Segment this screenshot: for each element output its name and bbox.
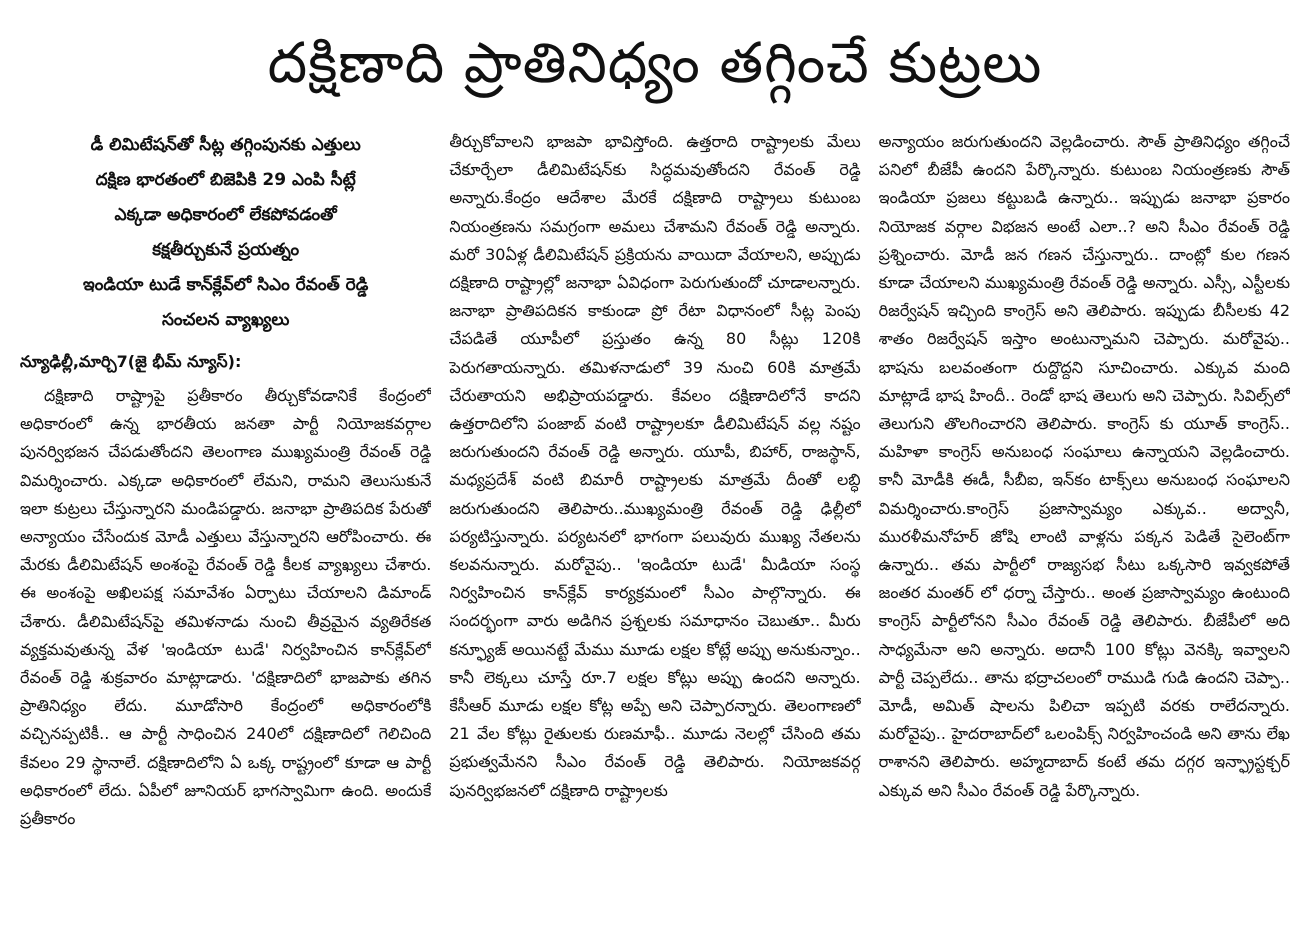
- dateline: న్యూఢిల్లీ,మార్చి7(జై భీమ్ న్యూస్):: [20, 352, 242, 371]
- subhead-3: ఎక్కడా అధికారంలో లేకపోవడంతో: [114, 205, 337, 225]
- article-columns: [20, 128, 1290, 918]
- column-3: [879, 128, 1290, 918]
- subheads: [20, 128, 431, 338]
- column-1-text: దక్షిణాది రాష్ట్రాపై ప్రతీకారం తీర్చుకోవడానికే కేంద్రంలో అధికారంలో ఉన్న భారతీయ జనతా పార్టీ నియోజకవర్గాల పునర్విభజన చేపడుతోందని తెలంగాణ ముఖ్యమంత్రి రేవంత్ రెడ్డి విమర్శించారు. ఎక్కడా అధికారంలో లేమని, రామని తెలుసుకునే ఇలా కుట్రలు చేస్తున్నారని మండిపడ్డారు. జనాభా ప్రాతిపదిక పేరుతో అన్యాయం చేసేందుక మోడీ ఎత్తులు వేస్తున్నారని ఆరోపించారు. ఈ మేరకు డీలిమిటేషన్ అంశంపై రేవంత్ రెడ్డి కీలక వ్యాఖ్యలు చేశారు. ఈ అంశంపై అఖిలపక్ష సమావేశం ఏర్పాటు చేయాలని డిమాండ్ చేశారు. డీలిమిటేషన్‌పై తమిళనాడు నుంచి తీవ్రమైన వ్యతిరేకత వ్యక్తమవుతున్న వేళ 'ఇండియా టుడే' నిర్వహించిన కాన్‌క్లేవ్‌లో రేవంత్ రెడ్డి శుక్రవారం మాట్లాడారు. 'దక్షిణాదిలో భాజపాకు తగిన ప్రాతినిధ్యం లేదు. మూడోసారి కేంద్రంలో అధికారంలోకి వచ్చినప్పటికీ.. ఆ పార్టీ సాధించిన 240లో దక్షిణాదిలో గెలిచింది కేవలం 29 స్థానాలే. దక్షిణాదిలోని ఏ ఒక్క రాష్ట్రంలో కూడా ఆ పార్టీ అధికారంలో లేదు. ఏపీలో జూనియర్ భాగస్వామిగా ఉంది. అందుకే ప్రతీకారం: [20, 386, 432, 829]
- column-2-text: తీర్చుకోవాలని భాజపా భావిస్తోంది. ఉత్తరాది రాష్ట్రాలకు మేలు చేకూర్చేలా డీలిమిటేషన్‌కు సిద్ధమవుతోందని రేవంత్ రెడ్డి అన్నారు.కేంద్రం ఆదేశాల మేరకే దక్షిణాది రాష్ట్రాలు కుటుంబ నియంత్రణను సమగ్రంగా అమలు చేశామని రేవంత్ రెడ్డి అన్నారు. మరో 30ఏళ్ల డీలిమిటేషన్ ప్రక్రియను వాయిదా వేయాలని, అప్పుడు దక్షిణాది రాష్ట్రాల్లో జనాభా ఏవిధంగా పెరుగుతుందో చూడాలన్నారు. జనాభా ప్రాతిపదికన కాకుండా ప్రో రేటా విధానంలో సీట్ల పెంపు చేపడితే యూపీలో ప్రస్తుతం ఉన్న 80 సీట్లు 120కి పెరుగతాయన్నారు. తమిళనాడులో 39 నుంచి 60కి మాత్రమే చేరుతాయని అభిప్రాయపడ్డారు. కేవలం దక్షిణాదిలోనే కాదని ఉత్తరాదిలోని పంజాబ్ వంటి రాష్ట్రాలకూ డీలిమిటేషన్ వల్ల నష్టం జరుగుతుందని రేవంత్ రెడ్డి అన్నారు. యూపీ, బిహార్, రాజస్థాన్, మధ్యప్రదేశ్ వంటి బిమారీ రాష్ట్రాలకు మాత్రమే దీంతో లబ్ధి జరుగుతుందని తెలిపారు..ముఖ్యమంత్రి రేవంత్ రెడ్డి ఢిల్లీలో పర్యటిస్తున్నారు. పర్యటనలో భాగంగా పలువురు ముఖ్య నేతలను కలవనున్నారు. మరోవైపు.. 'ఇండియా టుడే' మీడియా సంస్థ నిర్వహించిన కాన్‌క్లేవ్ కార్యక్రమంలో సీఎం పాల్గొన్నారు. ఈ సందర్భంగా వారు అడిగిన ప్రశ్నలకు సమాధానం చెబుతూ.. మీరు కన్ఫ్యూజ్ అయినట్టే మేము మూడు లక్షల కోట్లే అప్పు అనుకున్నాం.. కానీ లెక్కలు చూస్తే రూ.7 లక్షల కోట్లు అప్పు ఉందని అన్నారు. కేసీఆర్ మూడు లక్షల కోట్ల అప్పే అని చెప్పారన్నారు. తెలంగాణలో 21 వేల కోట్లు రైతులకు రుణమాఫీ.. మూడు నెలల్లో చేసింది తమ ప్రభుత్వమేనని సీఎం రేవంత్ రెడ్డి తెలిపారు. నియోజకవర్గ పునర్విభజనలో దక్షిణాది రాష్ట్రాలకు: [449, 132, 861, 800]
- subhead-2: దక్షిణ భారతంలో బిజెపికి 29 ఎంపి సీట్లే: [95, 170, 356, 190]
- column-2: [449, 128, 860, 918]
- subhead-6: సంచలన వ్యాఖ్యలు: [161, 310, 290, 330]
- headline: దక్షిణాది ప్రాతినిధ్యం తగ్గించే కుట్రలు: [267, 31, 1043, 97]
- column-1: [20, 128, 431, 918]
- column-3-text: అన్యాయం జరుగుతుందని వెల్లడించారు. సౌత్ ప్రాతినిధ్యం తగ్గించే పనిలో బీజేపీ ఉందని పేర్కొన్నారు. కుటుంబ నియంత్రణకు సౌత్ ఇండియా ప్రజలు కట్టుబడి ఉన్నారు.. ఇప్పుడు జనాభా ప్రకారం నియోజక వర్గాల విభజన అంటే ఎలా..? అని సీఎం రేవంత్ రెడ్డి ప్రశ్నించారు. మోడీ జన గణన చేస్తున్నారు.. దాంట్లో కుల గణన కూడా చేయాలని ముఖ్యమంత్రి రేవంత్ రెడ్డి అన్నారు. ఎస్సీ, ఎస్టీలకు రిజర్వేషన్ ఇచ్చింది కాంగ్రెస్ అని తెలిపారు. ఇప్పుడు బీసీలకు 42 శాతం రిజర్వేషన్ ఇస్తాం అంటున్నామని చెప్పారు. మరోవైపు.. భాషను బలవంతంగా రుద్దొద్దని సూచించారు. ఎక్కువ మంది మాట్లాడే భాష హిందీ.. రెండో భాష తెలుగు అని చెప్పారు. సివిల్స్‌లో తెలుగుని తొలగించారని తెలిపారు. కాంగ్రెస్ కు యూత్ కాంగ్రెస్.. మహిళా కాంగ్రెస్ అనుబంధ సంఘాలు ఉన్నాయని వెల్లడించారు. కానీ మోడీకి ఈడీ, సీబీఐ, ఇన్‌కం టాక్స్‌లు అనుబంధ సంఘాలని విమర్శించారు.కాంగ్రెస్ ప్రజాస్వామ్యం ఎక్కువ.. అద్వానీ, మురళీమనోహర్ జోషి లాంటి వాళ్లను పక్కన పెడితే సైలెంట్‌గా ఉన్నారు.. తమ పార్టీలో రాజ్యసభ సీటు ఒక్కసారి ఇవ్వకపోతే జంతర మంతర్ లో ధర్నా చేస్తారు.. అంత ప్రజాస్వామ్యం ఉంటుంది కాంగ్రెస్ పార్టీలోనని సీఎం రేవంత్ రెడ్డి తెలిపారు. బీజేపీలో అది సాధ్యమేనా అని అన్నారు. అదానీ 100 కోట్లు వెనక్కి ఇవ్వాలని పార్టీ చెప్పలేదు.. తాను భద్రాచలంలో రాముడి గుడి ఉందని చెప్పా.. మోడీ, అమిత్ షాలను పిలిచా ఇప్పటి వరకు రాలేదన్నారు. మరోవైపు.. హైదరాబాద్‌లో ఒలంపిక్స్ నిర్వహించండి అని తాను లేఖ రాశానని తెలిపారు. అహ్మదాబాద్ కంటే తమ దగ్గర ఇన్ఫ్రాస్టక్చర్ ఎక్కువ అని సీఎం రేవంత్ రెడ్డి పేర్కొన్నారు.: [878, 132, 1290, 800]
- subhead-5: ఇండియా టుడే కాన్‌క్లేవ్‌లో సిఎం రేవంత్ రెడ్డి: [83, 275, 369, 295]
- subhead-1: డీ లిమిటేషన్‌తో సీట్ల తగ్గింపునకు ఎత్తులు: [90, 135, 361, 155]
- subhead-4: కక్షతీర్చుకునే ప్రయత్నం: [152, 240, 300, 260]
